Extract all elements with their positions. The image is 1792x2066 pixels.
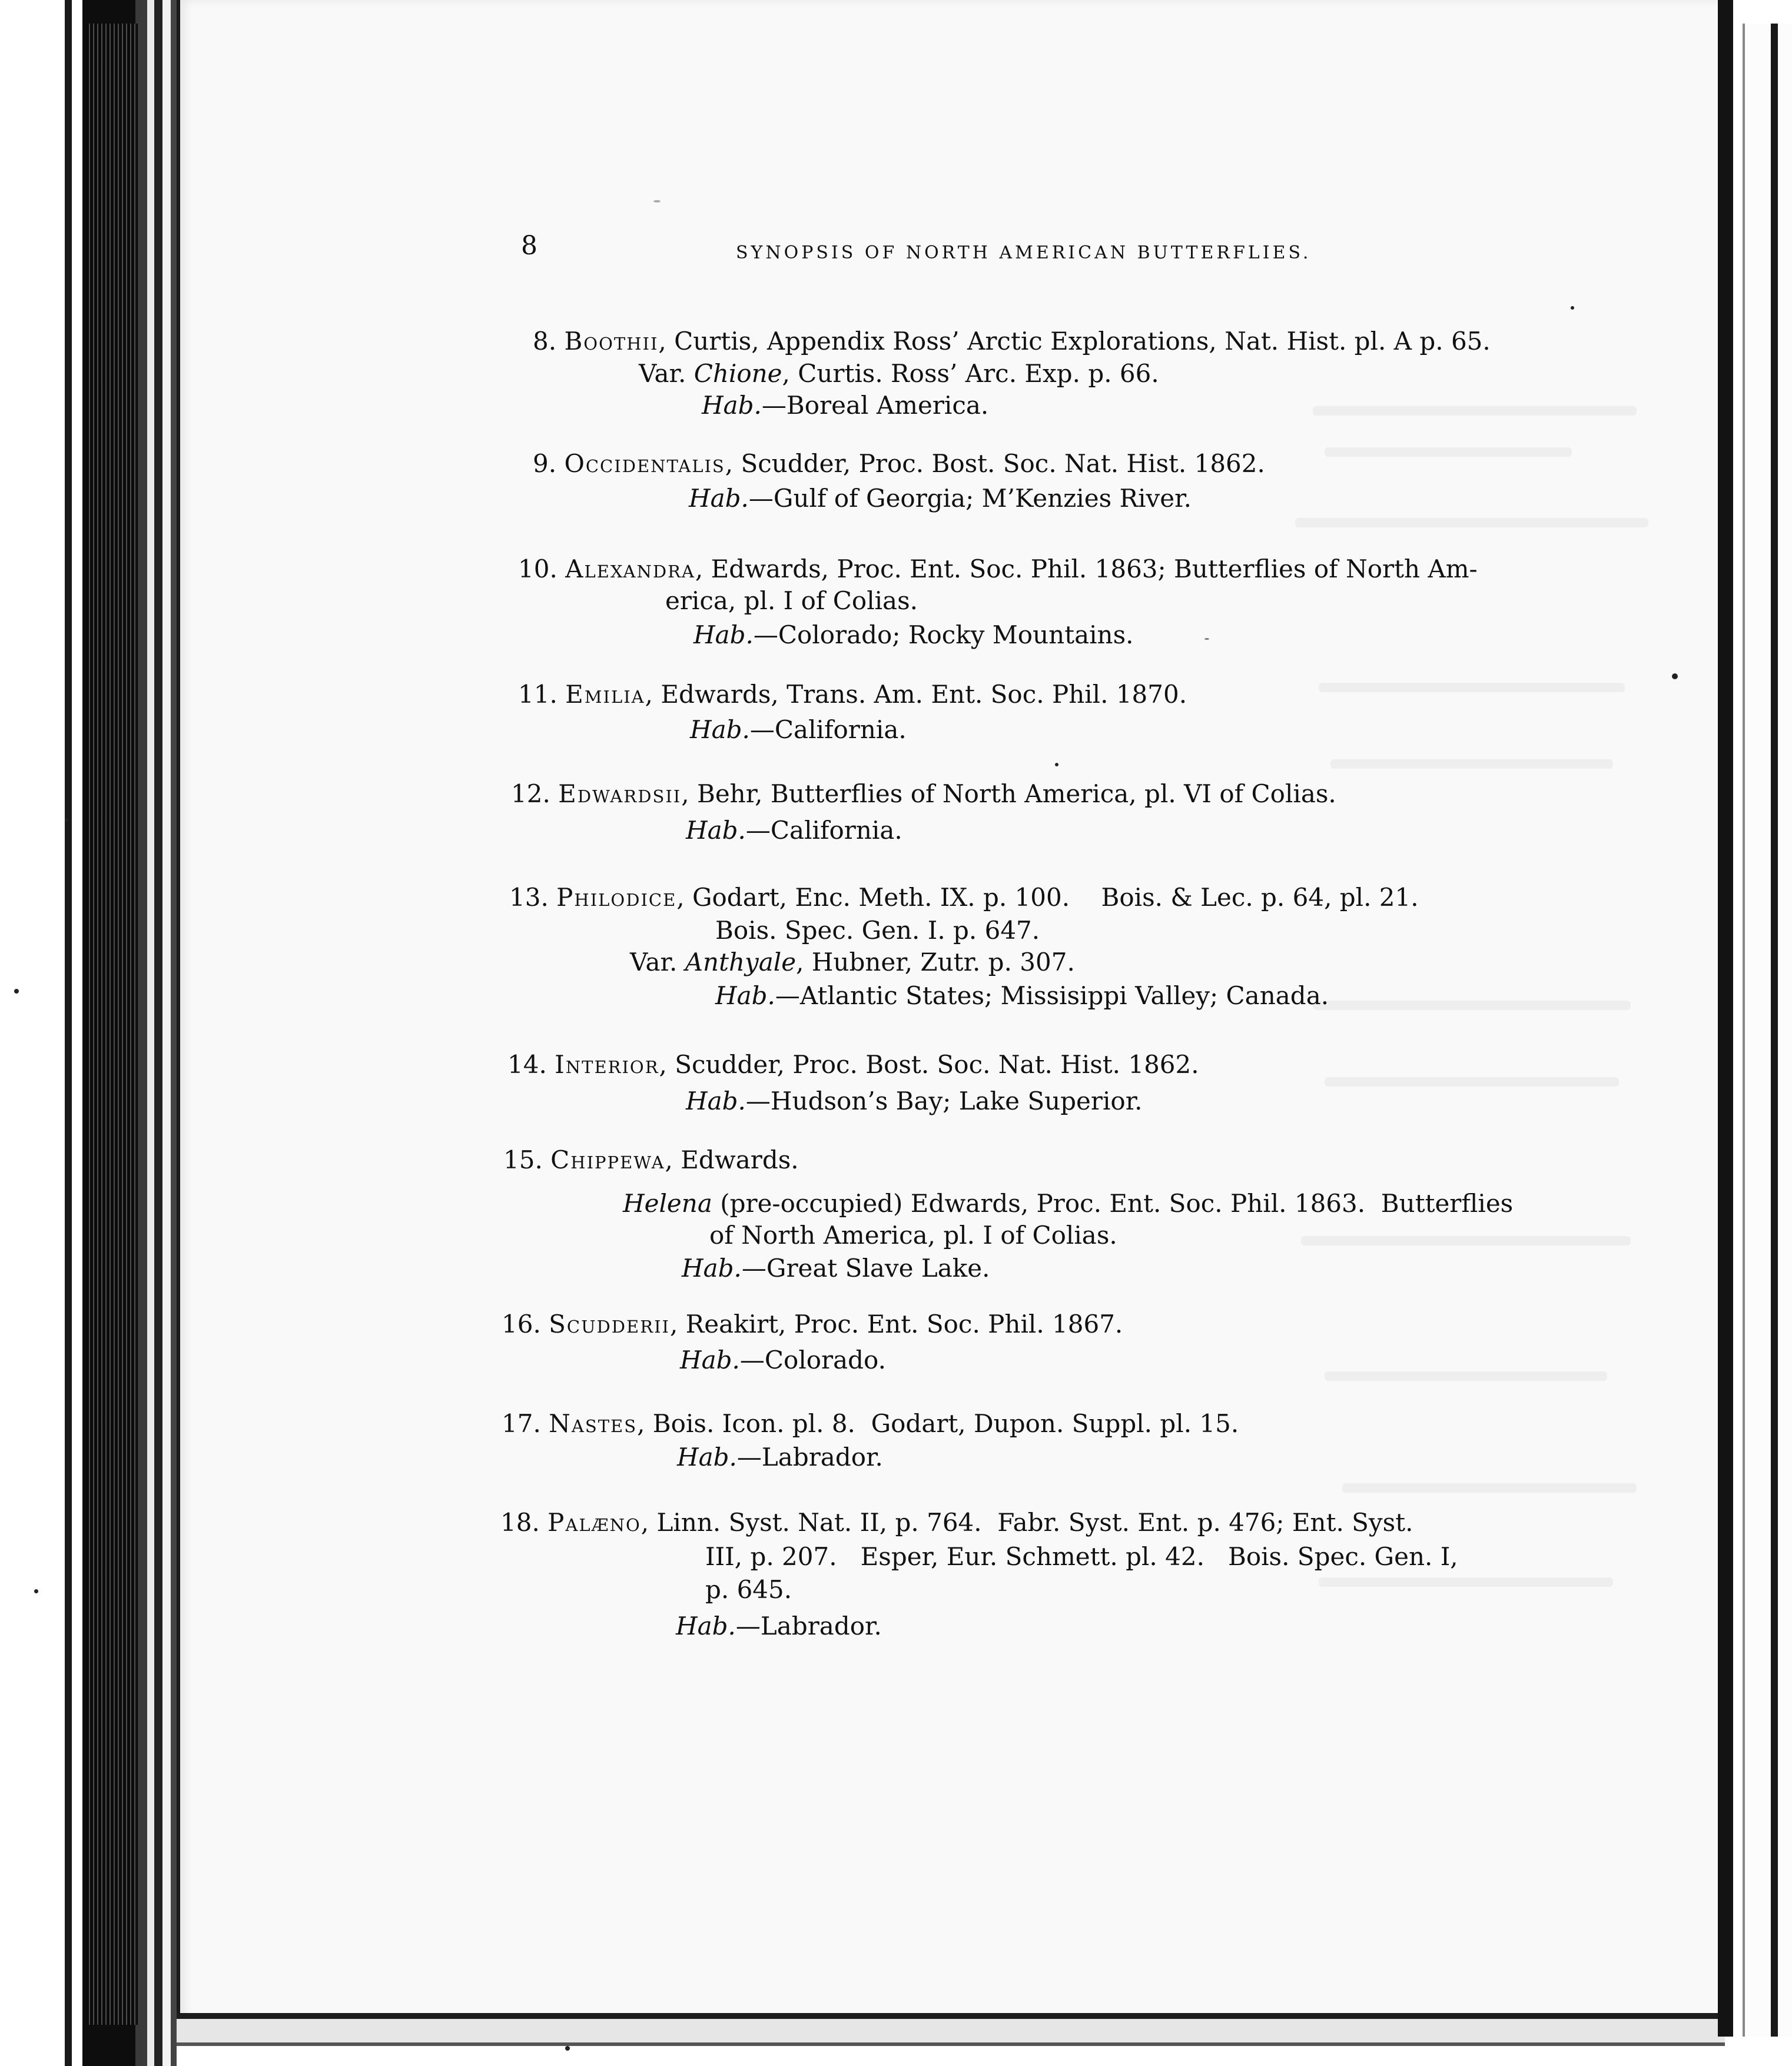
citation: , Bois. Icon. pl. 8. Godart, Dupon. Suppl. pl. 15.: [637, 1409, 1239, 1438]
habitat-line: [682, 1254, 990, 1283]
bleed-through-line: [1342, 1483, 1637, 1493]
entry-number: 8.: [533, 327, 557, 356]
habitat: —Gulf of Georgia; M’Kenzies River.: [748, 484, 1192, 513]
running-head: SYNOPSIS OF NORTH AMERICAN BUTTERFLIES.: [736, 243, 1312, 263]
entry-line: [533, 327, 1491, 356]
bleed-through-line: [1330, 759, 1613, 769]
facing-page-strip: [1743, 24, 1792, 2037]
bleed-through-line: [1301, 1236, 1631, 1245]
continuation-line: [709, 1221, 1117, 1250]
habitat: —Colorado; Rocky Mountains.: [753, 620, 1134, 649]
entry-line: [518, 680, 1187, 709]
habitat: —California.: [749, 715, 907, 744]
variety-citation: , Hubner, Zutr. p. 307.: [796, 948, 1075, 976]
entry-line: [507, 1050, 1199, 1079]
species-name: Philodice: [556, 883, 677, 912]
right-scan-edge: [1771, 24, 1778, 2037]
species-name: Interior: [555, 1050, 659, 1079]
species-name: Scudderii: [549, 1310, 670, 1338]
synonym-name: Helena: [623, 1189, 712, 1218]
species-name: Alexandra: [565, 554, 695, 583]
variety-label: Var.: [639, 359, 686, 388]
synonym-citation: (pre-occupied) Edwards, Proc. Ent. Soc. Phil. 1863. Butterflies: [712, 1189, 1514, 1218]
entry-line: [502, 1409, 1239, 1439]
species-name: Emilia: [565, 680, 645, 709]
habitat-line: [690, 715, 907, 745]
citation-continued: III, p. 207. Esper, Eur. Schmett. pl. 42. Bois. Spec. Gen. I,: [705, 1542, 1458, 1571]
citation-continued: p. 645.: [705, 1575, 792, 1604]
habitat: —California.: [745, 816, 902, 845]
species-name: Boothii: [564, 327, 659, 356]
variety-name: Anthyale: [685, 948, 797, 976]
citation-continued: of North America, pl. I of Colias.: [709, 1221, 1117, 1250]
citation-continued: Bois. Spec. Gen. I. p. 647.: [715, 916, 1040, 945]
entry-line: [533, 449, 1265, 479]
habitat-label: Hab.: [680, 1346, 740, 1374]
bleed-through-line: [1325, 1077, 1619, 1087]
habitat: —Labrador.: [736, 1443, 883, 1472]
entry-line: [511, 779, 1336, 809]
habitat-label: Hab.: [676, 1612, 736, 1640]
species-name: Occidentalis: [564, 449, 725, 478]
book-page: [177, 0, 1728, 2031]
bleed-through-line: [1319, 683, 1625, 692]
species-name: Edwardsii: [558, 779, 682, 808]
habitat: —Hudson’s Bay; Lake Superior.: [745, 1087, 1143, 1115]
habitat-line: [686, 816, 902, 845]
habitat-line: [689, 484, 1192, 513]
bleed-through-line: [1325, 447, 1572, 457]
species-name: Nastes: [549, 1409, 638, 1438]
entry-number: 16.: [502, 1310, 541, 1338]
entry-number: 13.: [509, 883, 549, 912]
habitat-label: Hab.: [715, 981, 775, 1010]
citation: , Curtis, Appendix Ross’ Arctic Explorations, Nat. Hist. pl. A p. 65.: [658, 327, 1491, 356]
habitat-label: Hab.: [693, 620, 754, 649]
entry-number: 9.: [533, 449, 557, 478]
habitat: —Great Slave Lake.: [741, 1254, 990, 1283]
entry-number: 11.: [518, 680, 557, 709]
citation: , Edwards, Trans. Am. Ent. Soc. Phil. 1870.: [645, 680, 1187, 709]
dust-speck: [34, 1589, 38, 1593]
citation: , Edwards, Proc. Ent. Soc. Phil. 1863; Butterflies of North Am-: [695, 554, 1478, 583]
bleed-through-line: [1313, 406, 1637, 416]
entry-line: [509, 883, 1419, 912]
citation: , Behr, Butterflies of North America, pl. VI of Colias.: [681, 779, 1336, 808]
variety-line: [630, 948, 1075, 977]
bleed-through-line: [1319, 1577, 1613, 1587]
habitat-line: [715, 981, 1329, 1011]
habitat: —Labrador.: [735, 1612, 882, 1640]
habitat-label: Hab.: [677, 1443, 737, 1472]
entry-number: 14.: [507, 1050, 547, 1079]
continuation-line: [665, 586, 918, 616]
entry-line: [503, 1145, 799, 1175]
continuation-line: [705, 1542, 1458, 1572]
habitat-label: Hab.: [689, 484, 749, 513]
entry-line: [502, 1310, 1123, 1339]
dust-speck: [1204, 638, 1209, 640]
citation: , Reakirt, Proc. Ent. Soc. Phil. 1867.: [669, 1310, 1123, 1338]
dust-speck: [65, 818, 68, 822]
habitat-label: Hab.: [686, 1087, 746, 1115]
species-name: Chippewa: [550, 1145, 665, 1174]
habitat-line: [686, 1087, 1143, 1116]
citation: , Godart, Enc. Meth. IX. p. 100. Bois. & Lec. p. 64, pl. 21.: [676, 883, 1419, 912]
entry-number: 12.: [511, 779, 550, 808]
page-bottom-edge: [177, 2013, 1725, 2046]
variety-name: Chione: [693, 359, 782, 388]
habitat: —Atlantic States; Missisippi Valley; Canada.: [775, 981, 1329, 1010]
habitat-line: [693, 620, 1134, 650]
synonym-line: [623, 1189, 1513, 1218]
habitat-label: Hab.: [690, 715, 750, 744]
continuation-line: [705, 1575, 792, 1605]
continuation-line: [715, 916, 1040, 945]
bleed-through-line: [1313, 1001, 1631, 1010]
citation: , Linn. Syst. Nat. II, p. 764. Fabr. Syst. Ent. p. 476; Ent. Syst.: [641, 1508, 1413, 1537]
variety-label: Var.: [630, 948, 678, 976]
entry-line: [500, 1508, 1413, 1537]
entry-number: 10.: [518, 554, 557, 583]
habitat-label: Hab.: [702, 391, 762, 420]
entry-line: [518, 554, 1478, 584]
habitat-line: [676, 1612, 882, 1641]
habitat-label: Hab.: [686, 816, 746, 845]
entry-number: 17.: [502, 1409, 541, 1438]
dust-speck: [1055, 763, 1058, 766]
bleed-through-line: [1295, 518, 1648, 527]
dust-speck: [14, 989, 19, 994]
citation: , Edwards.: [665, 1145, 799, 1174]
variety-line: [639, 359, 1159, 388]
habitat: —Boreal America.: [761, 391, 989, 420]
citation-continued: erica, pl. I of Colias.: [665, 586, 918, 615]
habitat-line: [702, 391, 988, 420]
dust-speck: [1571, 306, 1574, 310]
entry-number: 15.: [503, 1145, 543, 1174]
entry-number: 18.: [500, 1508, 540, 1537]
habitat-label: Hab.: [682, 1254, 742, 1283]
page-edges: [86, 24, 139, 2025]
bleed-through-line: [1325, 1371, 1607, 1381]
habitat-line: [677, 1443, 883, 1472]
right-page-gutter: [1718, 0, 1733, 2037]
dust-speck: [565, 2046, 570, 2051]
habitat-line: [680, 1346, 886, 1375]
dust-speck: [653, 200, 661, 202]
citation: , Scudder, Proc. Bost. Soc. Nat. Hist. 1862.: [659, 1050, 1199, 1079]
variety-citation: , Curtis. Ross’ Arc. Exp. p. 66.: [782, 359, 1159, 388]
page-number: 8: [521, 231, 537, 261]
habitat: —Colorado.: [739, 1346, 886, 1374]
species-name: Palæno: [547, 1508, 641, 1537]
dust-speck: [1672, 673, 1678, 679]
citation: , Scudder, Proc. Bost. Soc. Nat. Hist. 1862.: [725, 449, 1265, 478]
